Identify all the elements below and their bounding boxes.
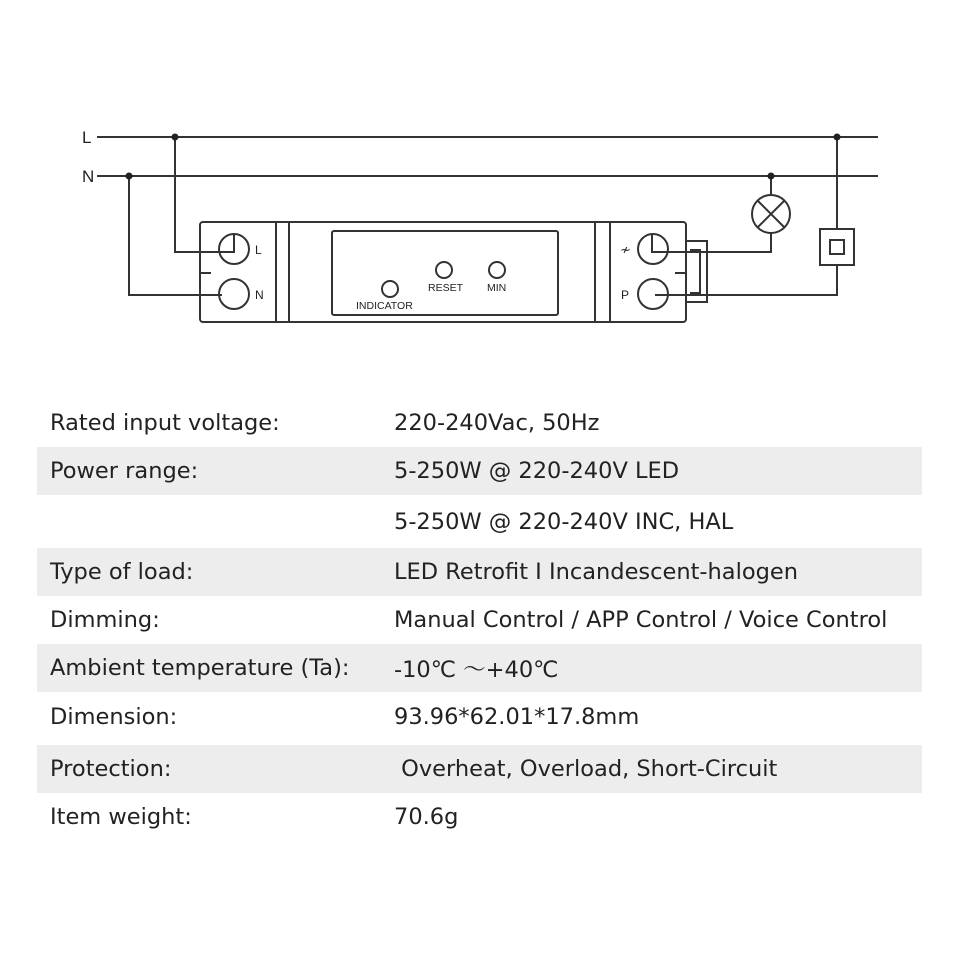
live-line-label: L [82,128,92,147]
spec-value: Overheat, Overload, Short-Circuit [394,756,778,782]
spec-value: 93.96*62.01*17.8mm [394,704,640,730]
spec-value: LED Retrofit I Incandescent-halogen [394,559,799,585]
neutral-line-label: N [82,167,95,186]
live-input-wire [175,137,222,252]
push-switch-icon [820,229,854,265]
spec-value: 70.6g [394,804,459,830]
spec-row-load-type [37,548,922,596]
spec-label: Type of load: [50,559,194,585]
spec-row-ambient-temp [37,644,922,692]
terminal-dimmed-label: ≁ [620,242,631,257]
dimmer-device [200,222,686,322]
spec-label: Protection: [50,756,172,782]
spec-row-rated-voltage [37,399,922,447]
spec-label: Power range: [50,458,199,484]
wiring-diagram [0,0,960,360]
terminal-neutral [219,279,249,309]
reset-button [436,262,452,278]
terminal-live-label: L [255,243,262,257]
terminal-neutral-label: N [255,288,264,302]
spec-value: 5-250W @ 220-240V INC, HAL [394,509,734,535]
min-label: MIN [487,282,507,294]
switch-output-wire [655,265,837,295]
spec-row-power-range [37,447,922,495]
spec-label: Dimming: [50,607,160,633]
spec-row-item-weight [37,793,922,841]
indicator-led [382,281,398,297]
lamp-output-wire [655,233,771,252]
terminal-push-label: P [621,288,630,302]
spec-value: -10℃ ～+40℃ [394,657,559,683]
spec-row-dimension [37,693,922,741]
spec-label: Item weight: [50,804,192,830]
spec-label: Rated input voltage: [50,410,280,436]
spec-row-dimming [37,596,922,644]
reset-label: RESET [428,282,464,294]
spec-row-power-range-2 [37,498,922,546]
spec-value: 5-250W @ 220-240V LED [394,458,680,484]
spec-label: Dimension: [50,704,178,730]
spec-label: Ambient temperature (Ta): [50,655,350,681]
spec-value: Manual Control / APP Control / Voice Control [394,607,888,633]
indicator-label: INDICATOR [356,300,413,312]
spec-row-protection [37,745,922,793]
spec-value: 220-240Vac, 50Hz [394,410,600,436]
min-button [489,262,505,278]
